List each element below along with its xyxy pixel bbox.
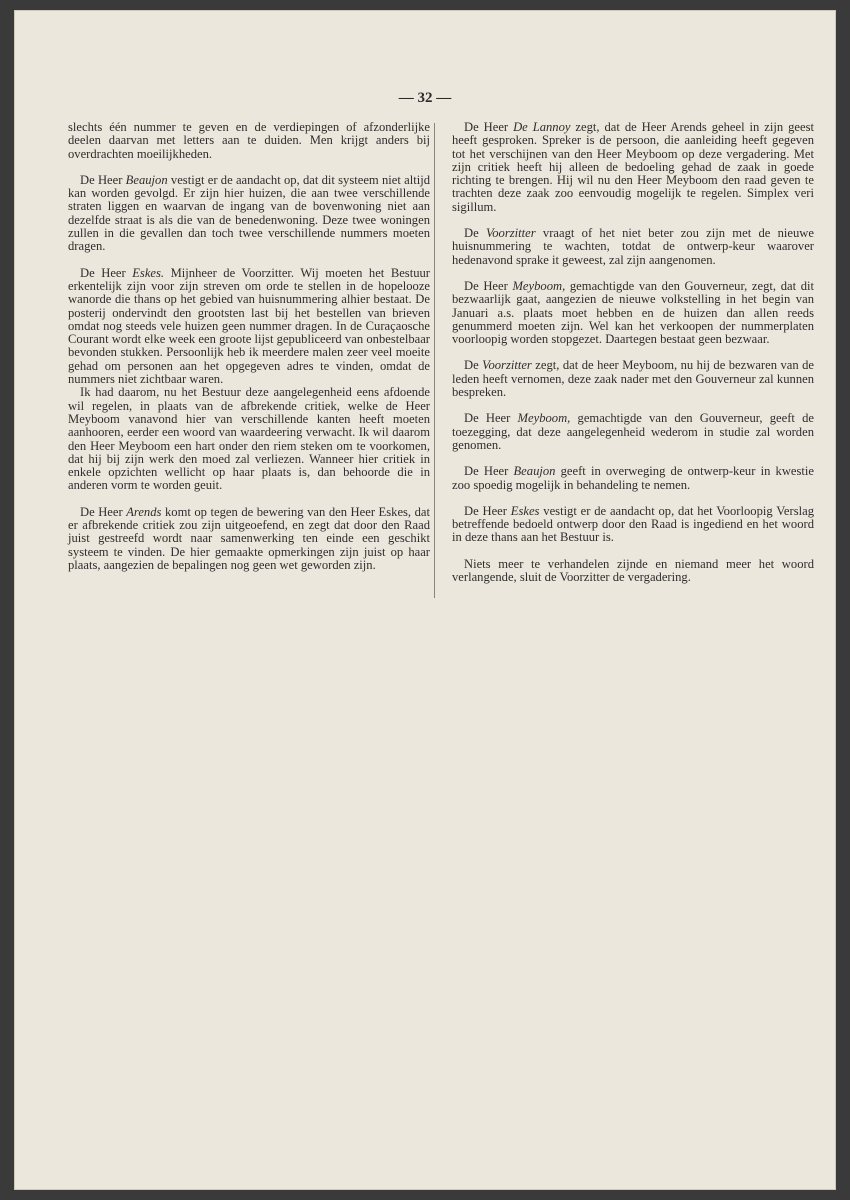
speaker-name: Beaujon [513, 464, 556, 479]
paragraph-text: gemachtigde van den Gouverneur, geeft de toezegging, dat deze aangelegenheid wederom in studie zal worden genomen. [452, 411, 814, 452]
speaker-name: Meyboom, [517, 411, 571, 426]
paragraph-text: Niets meer te verhandelen zijnde en niemand meer het woord verlangende, sluit de Voorzitter de vergadering. [452, 556, 814, 585]
paragraph [452, 412, 814, 452]
paragraph-text: De Heer [464, 278, 513, 293]
paragraph-text: komt op tegen de bewering van den Heer Eskes, dat er afbrekende critiek zou zijn uitgeoefend, en zegt dat door den Raad juist gestreefd wordt naar samenwerking ten einde een geschikt systeem te vinden. De hier gemaakte opmerkingen zijn juist op haar plaats, aangezien de bepalingen nog geen wet geworden zijn. [68, 504, 430, 572]
speaker-name: Voorzitter [485, 226, 536, 241]
paragraph-text: De Heer [80, 172, 126, 187]
paragraph [68, 506, 430, 572]
speaker-name: Eskes [510, 503, 540, 518]
paragraph-text: Mijnheer de Voorzitter. Wij moeten het Bestuur erkentelijk zijn voor zijn streven om orde te stellen in de hopelooze wanorde die thans op het gebied van huisnummering alhier bestaat. De posterij ondervindt den grootsten last bij het bestellen van brieven omdat nog steeds vele huizen geen nummer dragen. In de Curaçaosche Courant wordt elke week een groote lijst gepubliceerd van onbestelbaar bevonden stukken. Persoonlijk heb ik meerdere malen zeer veel moeite gehad om personen aan het opgegeven adres te vinden, omdat de nummers niet zichtbaar waren. [68, 265, 430, 387]
paragraph [452, 558, 814, 585]
paragraph-text: vraagt of het niet beter zou zijn met de nieuwe huisnummering te wachten, totdat de ontwerp-keur waarover hedenavond sprake it geweest, zal zijn aangenomen. [452, 226, 814, 267]
paragraph [452, 505, 814, 545]
paragraph-text: De Heer [80, 504, 127, 519]
paragraph-text: slechts één nummer te geven en de verdiepingen of afzonderlijke deelen daarvan met letters aan te duiden. Men krijgt anders bij overdrachten moeilijkheden. [68, 120, 430, 161]
page-number: — 32 — [398, 90, 452, 106]
paragraph [452, 465, 814, 492]
speaker-name: Meyboom, [512, 278, 566, 293]
paragraph-text: De [464, 226, 486, 241]
paragraph [68, 121, 430, 161]
paragraph-text: zegt, dat de heer Meyboom, nu hij de bezwaren van de leden heeft vernomen, deze zaak nader met den Gouverneur zal kunnen bespreken. [452, 358, 814, 400]
paragraph [68, 174, 430, 254]
paragraph-text: zegt, dat de Heer Arends geheel in zijn geest heeft gesproken. Spreker is de persoon, die aanleiding heeft gegeven tot het verschijnen van den Heer Meyboom op deze vergadering. Met zijn critiek heeft hij alleen de bedoeling gehad de zaak in goede richting te brengen. Hij wil nu den Heer Meyboom den raad geven te trachten deze zaak zoo eenvoudig mogelijk te regelen. Simplex veri sigillum. [452, 120, 814, 214]
document-page [14, 10, 836, 1190]
paragraph-text: vestigt er de aandacht op, dat dit systeem niet altijd kan worden gevolgd. Er zijn hier huizen, die aan twee verschillende straten liggen en waarvan de ingang van de bovenwoning niet aan dezelfde straat is als die van de benedenwoning. Deze twee woningen zullen in die gevallen dan toch twee verschillende nummers moeten dragen. [68, 172, 430, 254]
right-column [452, 121, 814, 584]
speaker-name: Eskes. [132, 265, 165, 280]
paragraph-text: De [464, 358, 483, 373]
speaker-name: Arends [126, 504, 162, 519]
speaker-name: Voorzitter [482, 358, 532, 373]
paragraph [452, 359, 814, 399]
paragraph-text: De Heer [464, 503, 511, 518]
speaker-name: De Lannoy [513, 120, 571, 134]
paragraph-text: De Heer [464, 120, 514, 134]
paragraph [452, 227, 814, 267]
paragraph-text: geeft in overweging de ontwerp-keur in kwestie zoo spoedig mogelijk in behandeling te nemen. [452, 464, 815, 492]
paragraph-text: De Heer [464, 411, 518, 426]
paragraph-text: Ik had daarom, nu het Bestuur deze aangelegenheid eens afdoende wil regelen, in plaats van de afbrekende critiek, welke de Heer Meyboom vanavond hier van verschillende kanten heeft moeten aanhooren, eerder een woord van waardeering verwacht. Ik wil daarom den Heer Meyboom een hart onder den riem steken om te voorkomen, dat hij bij zijn werk den moed zal verliezen. Wanneer hier critiek in enkele opzichten wellicht op haar plaats is, dan behoorde die in anderen vorm te worden geuit. [68, 385, 430, 493]
paragraph-text: gemachtigde van den Gouverneur, zegt, dat dit bezwaarlijk gaat, aangezien de nieuwe volkstelling in het begin van Januari a.s. plaats moet hebben en de huizen dan allen reeds genummerd moeten zijn. Wel kan het verkoopen der nummerplaten voorloopig worden stopgezet. Daartegen bestaat geen bezwaar. [452, 278, 815, 347]
paragraph [68, 386, 430, 492]
speaker-name: Beaujon [125, 172, 168, 187]
column-divider [434, 123, 435, 598]
paragraph [68, 267, 430, 387]
paragraph-text: vestigt er de aandacht op, dat het Voorloopig Verslag betreffende bedoeld ontwerp door den Raad is ingediend en het woord in deze thans aan het Bestuur is. [452, 503, 815, 545]
paragraph-text: De Heer [464, 464, 514, 479]
paragraph [452, 280, 814, 346]
paragraph [452, 121, 814, 214]
left-column [68, 121, 430, 572]
paragraph-text: De Heer [80, 265, 133, 280]
